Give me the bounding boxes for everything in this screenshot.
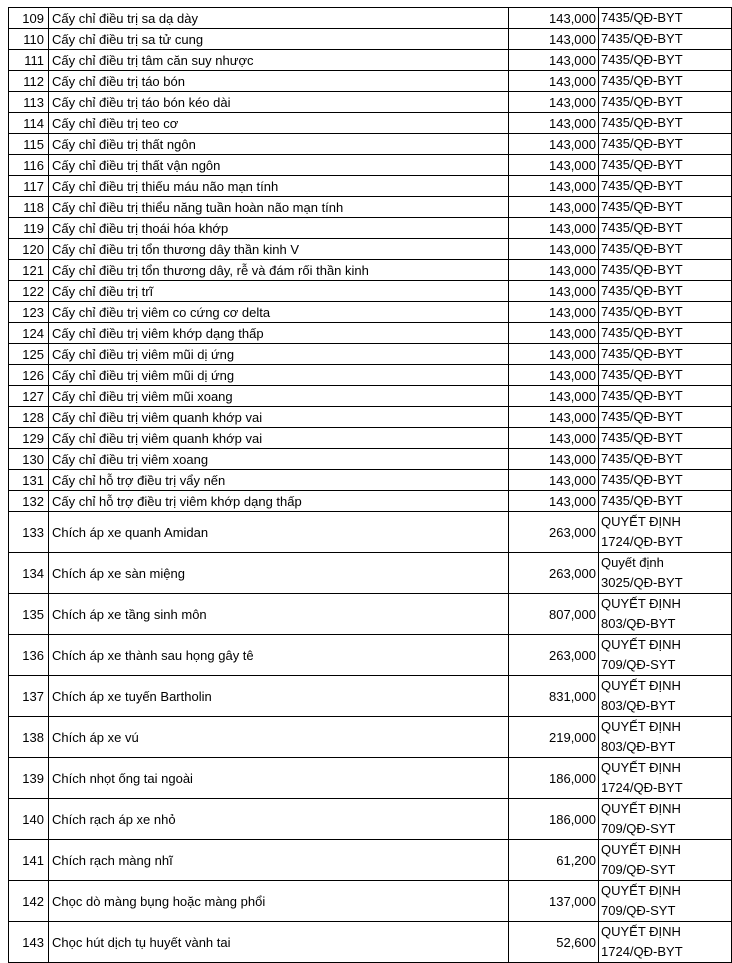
row-number: 143: [9, 922, 49, 963]
decision-reference: 7435/QĐ-BYT: [599, 134, 732, 155]
row-number: 119: [9, 218, 49, 239]
price-list-container: [8, 7, 732, 963]
row-number: 128: [9, 407, 49, 428]
decision-title: QUYẾT ĐỊNH: [601, 883, 681, 898]
row-number: 136: [9, 635, 49, 676]
service-name: Cấy chỉ điều trị viêm co cứng cơ delta: [49, 302, 509, 323]
service-name: Cấy chỉ điều trị sa dạ dày: [49, 8, 509, 29]
decision-number: 3025/QĐ-BYT: [601, 575, 683, 590]
table-row: [9, 71, 732, 92]
service-name: Cấy chỉ điều trị thất vận ngôn: [49, 155, 509, 176]
service-name: Chích áp xe tầng sinh môn: [49, 594, 509, 635]
decision-reference: 7435/QĐ-BYT: [599, 344, 732, 365]
service-price: 143,000: [509, 491, 599, 512]
decision-reference: [599, 881, 732, 922]
table-row: [9, 29, 732, 50]
service-price: 263,000: [509, 553, 599, 594]
decision-title: QUYẾT ĐỊNH: [601, 801, 681, 816]
decision-reference: [599, 635, 732, 676]
service-price: 143,000: [509, 218, 599, 239]
service-price: 143,000: [509, 260, 599, 281]
decision-reference: 7435/QĐ-BYT: [599, 470, 732, 491]
service-name: Cấy chỉ điều trị thiểu năng tuần hoàn não mạn tính: [49, 197, 509, 218]
service-name: Chọc hút dịch tụ huyết vành tai: [49, 922, 509, 963]
table-row: [9, 344, 732, 365]
service-price: 143,000: [509, 323, 599, 344]
service-price: 143,000: [509, 71, 599, 92]
table-row: [9, 113, 732, 134]
service-name: Cấy chỉ điều trị teo cơ: [49, 113, 509, 134]
service-name: Cấy chỉ điều trị trĩ: [49, 281, 509, 302]
row-number: 135: [9, 594, 49, 635]
decision-reference: 7435/QĐ-BYT: [599, 428, 732, 449]
service-name: Chích áp xe sàn miệng: [49, 553, 509, 594]
service-name: Cấy chỉ điều trị sa tử cung: [49, 29, 509, 50]
service-price: 186,000: [509, 758, 599, 799]
service-name: Chích áp xe vú: [49, 717, 509, 758]
row-number: 129: [9, 428, 49, 449]
service-price: 143,000: [509, 92, 599, 113]
row-number: 138: [9, 717, 49, 758]
row-number: 113: [9, 92, 49, 113]
row-number: 114: [9, 113, 49, 134]
row-number: 125: [9, 344, 49, 365]
row-number: 115: [9, 134, 49, 155]
decision-reference: 7435/QĐ-BYT: [599, 281, 732, 302]
service-price: 143,000: [509, 197, 599, 218]
service-name: Cấy chỉ điều trị viêm quanh khớp vai: [49, 407, 509, 428]
row-number: 140: [9, 799, 49, 840]
service-name: Cấy chỉ điều trị viêm xoang: [49, 449, 509, 470]
service-price: 143,000: [509, 428, 599, 449]
row-number: 126: [9, 365, 49, 386]
service-name: Chích nhọt ống tai ngoài: [49, 758, 509, 799]
service-price: 52,600: [509, 922, 599, 963]
table-row: [9, 840, 732, 881]
row-number: 134: [9, 553, 49, 594]
table-row: [9, 302, 732, 323]
table-row: [9, 717, 732, 758]
decision-title: QUYẾT ĐỊNH: [601, 514, 681, 529]
table-row: [9, 758, 732, 799]
table-row: [9, 428, 732, 449]
table-row: [9, 155, 732, 176]
table-row: [9, 134, 732, 155]
decision-number: 709/QĐ-SYT: [601, 657, 676, 672]
decision-reference: [599, 553, 732, 594]
decision-reference: [599, 799, 732, 840]
table-row: [9, 491, 732, 512]
service-price: 263,000: [509, 635, 599, 676]
service-price: 61,200: [509, 840, 599, 881]
row-number: 121: [9, 260, 49, 281]
table-row: [9, 281, 732, 302]
row-number: 120: [9, 239, 49, 260]
decision-title: QUYẾT ĐỊNH: [601, 719, 681, 734]
table-row: [9, 676, 732, 717]
service-name: Cấy chỉ hỗ trợ điều trị vẩy nến: [49, 470, 509, 491]
service-name: Cấy chỉ điều trị viêm mũi dị ứng: [49, 365, 509, 386]
service-name: Cấy chỉ điều trị thất ngôn: [49, 134, 509, 155]
decision-reference: 7435/QĐ-BYT: [599, 50, 732, 71]
decision-reference: [599, 840, 732, 881]
table-row: [9, 239, 732, 260]
decision-number: 803/QĐ-BYT: [601, 739, 676, 754]
decision-title: QUYẾT ĐỊNH: [601, 596, 681, 611]
decision-reference: 7435/QĐ-BYT: [599, 239, 732, 260]
table-body: [9, 8, 732, 963]
decision-reference: 7435/QĐ-BYT: [599, 449, 732, 470]
service-name: Cấy chỉ điều trị viêm mũi xoang: [49, 386, 509, 407]
decision-number: 803/QĐ-BYT: [601, 616, 676, 631]
row-number: 117: [9, 176, 49, 197]
decision-title: Quyết định: [601, 555, 664, 570]
decision-reference: 7435/QĐ-BYT: [599, 302, 732, 323]
decision-number: 1724/QĐ-BYT: [601, 780, 683, 795]
service-price: 143,000: [509, 50, 599, 71]
table-row: [9, 922, 732, 963]
service-name: Cấy chỉ điều trị thoái hóa khớp: [49, 218, 509, 239]
decision-reference: 7435/QĐ-BYT: [599, 92, 732, 113]
table-row: [9, 218, 732, 239]
service-price: 137,000: [509, 881, 599, 922]
service-price: 831,000: [509, 676, 599, 717]
decision-title: QUYẾT ĐỊNH: [601, 924, 681, 939]
decision-number: 1724/QĐ-BYT: [601, 944, 683, 959]
service-name: Cấy chỉ điều trị táo bón kéo dài: [49, 92, 509, 113]
decision-number: 709/QĐ-SYT: [601, 821, 676, 836]
service-name: Cấy chỉ điều trị tổn thương dây, rễ và đám rối thần kinh: [49, 260, 509, 281]
service-price-table: [8, 7, 732, 963]
row-number: 110: [9, 29, 49, 50]
table-row: [9, 50, 732, 71]
table-row: [9, 260, 732, 281]
service-price: 143,000: [509, 155, 599, 176]
service-price: 219,000: [509, 717, 599, 758]
decision-number: 803/QĐ-BYT: [601, 698, 676, 713]
service-price: 143,000: [509, 302, 599, 323]
decision-reference: [599, 594, 732, 635]
service-name: Chích rạch áp xe nhỏ: [49, 799, 509, 840]
decision-reference: 7435/QĐ-BYT: [599, 218, 732, 239]
service-price: 143,000: [509, 29, 599, 50]
decision-reference: 7435/QĐ-BYT: [599, 323, 732, 344]
decision-number: 1724/QĐ-BYT: [601, 534, 683, 549]
service-price: 143,000: [509, 344, 599, 365]
service-name: Cấy chỉ điều trị tâm căn suy nhược: [49, 50, 509, 71]
row-number: 123: [9, 302, 49, 323]
service-price: 143,000: [509, 365, 599, 386]
table-row: [9, 470, 732, 491]
table-row: [9, 92, 732, 113]
row-number: 139: [9, 758, 49, 799]
table-row: [9, 365, 732, 386]
table-row: [9, 386, 732, 407]
row-number: 112: [9, 71, 49, 92]
service-price: 143,000: [509, 386, 599, 407]
table-row: [9, 8, 732, 29]
service-price: 143,000: [509, 470, 599, 491]
decision-reference: 7435/QĐ-BYT: [599, 365, 732, 386]
decision-reference: 7435/QĐ-BYT: [599, 29, 732, 50]
decision-number: 709/QĐ-SYT: [601, 903, 676, 918]
decision-reference: 7435/QĐ-BYT: [599, 155, 732, 176]
decision-reference: 7435/QĐ-BYT: [599, 176, 732, 197]
service-price: 143,000: [509, 176, 599, 197]
decision-reference: 7435/QĐ-BYT: [599, 8, 732, 29]
decision-reference: [599, 758, 732, 799]
service-name: Cấy chỉ điều trị táo bón: [49, 71, 509, 92]
table-row: [9, 881, 732, 922]
row-number: 116: [9, 155, 49, 176]
table-row: [9, 635, 732, 676]
decision-reference: 7435/QĐ-BYT: [599, 260, 732, 281]
decision-reference: [599, 922, 732, 963]
row-number: 142: [9, 881, 49, 922]
service-name: Chọc dò màng bụng hoặc màng phổi: [49, 881, 509, 922]
service-price: 143,000: [509, 239, 599, 260]
service-price: 143,000: [509, 8, 599, 29]
decision-reference: 7435/QĐ-BYT: [599, 491, 732, 512]
decision-number: 709/QĐ-SYT: [601, 862, 676, 877]
row-number: 118: [9, 197, 49, 218]
decision-reference: [599, 512, 732, 553]
decision-title: QUYẾT ĐỊNH: [601, 842, 681, 857]
row-number: 141: [9, 840, 49, 881]
service-name: Chích rạch màng nhĩ: [49, 840, 509, 881]
service-name: Chích áp xe quanh Amidan: [49, 512, 509, 553]
table-row: [9, 553, 732, 594]
decision-reference: 7435/QĐ-BYT: [599, 386, 732, 407]
service-name: Cấy chỉ điều trị thiếu máu não mạn tính: [49, 176, 509, 197]
decision-reference: [599, 717, 732, 758]
table-row: [9, 407, 732, 428]
row-number: 137: [9, 676, 49, 717]
decision-reference: 7435/QĐ-BYT: [599, 407, 732, 428]
decision-reference: 7435/QĐ-BYT: [599, 113, 732, 134]
table-row: [9, 594, 732, 635]
decision-title: QUYẾT ĐỊNH: [601, 760, 681, 775]
table-row: [9, 323, 732, 344]
service-name: Cấy chỉ điều trị viêm mũi dị ứng: [49, 344, 509, 365]
service-price: 143,000: [509, 449, 599, 470]
row-number: 122: [9, 281, 49, 302]
row-number: 127: [9, 386, 49, 407]
row-number: 130: [9, 449, 49, 470]
decision-title: QUYẾT ĐỊNH: [601, 637, 681, 652]
service-name: Chích áp xe thành sau họng gây tê: [49, 635, 509, 676]
table-row: [9, 197, 732, 218]
service-price: 143,000: [509, 281, 599, 302]
row-number: 124: [9, 323, 49, 344]
decision-reference: [599, 676, 732, 717]
row-number: 109: [9, 8, 49, 29]
row-number: 111: [9, 50, 49, 71]
service-price: 263,000: [509, 512, 599, 553]
service-name: Cấy chỉ hỗ trợ điều trị viêm khớp dạng thấp: [49, 491, 509, 512]
decision-title: QUYẾT ĐỊNH: [601, 678, 681, 693]
service-price: 143,000: [509, 113, 599, 134]
service-price: 807,000: [509, 594, 599, 635]
service-name: Chích áp xe tuyến Bartholin: [49, 676, 509, 717]
service-name: Cấy chỉ điều trị tổn thương dây thần kinh V: [49, 239, 509, 260]
service-name: Cấy chỉ điều trị viêm quanh khớp vai: [49, 428, 509, 449]
row-number: 132: [9, 491, 49, 512]
table-row: [9, 449, 732, 470]
service-name: Cấy chỉ điều trị viêm khớp dạng thấp: [49, 323, 509, 344]
decision-reference: 7435/QĐ-BYT: [599, 197, 732, 218]
table-row: [9, 176, 732, 197]
service-price: 143,000: [509, 134, 599, 155]
service-price: 143,000: [509, 407, 599, 428]
row-number: 131: [9, 470, 49, 491]
service-price: 186,000: [509, 799, 599, 840]
decision-reference: 7435/QĐ-BYT: [599, 71, 732, 92]
table-row: [9, 799, 732, 840]
row-number: 133: [9, 512, 49, 553]
table-row: [9, 512, 732, 553]
